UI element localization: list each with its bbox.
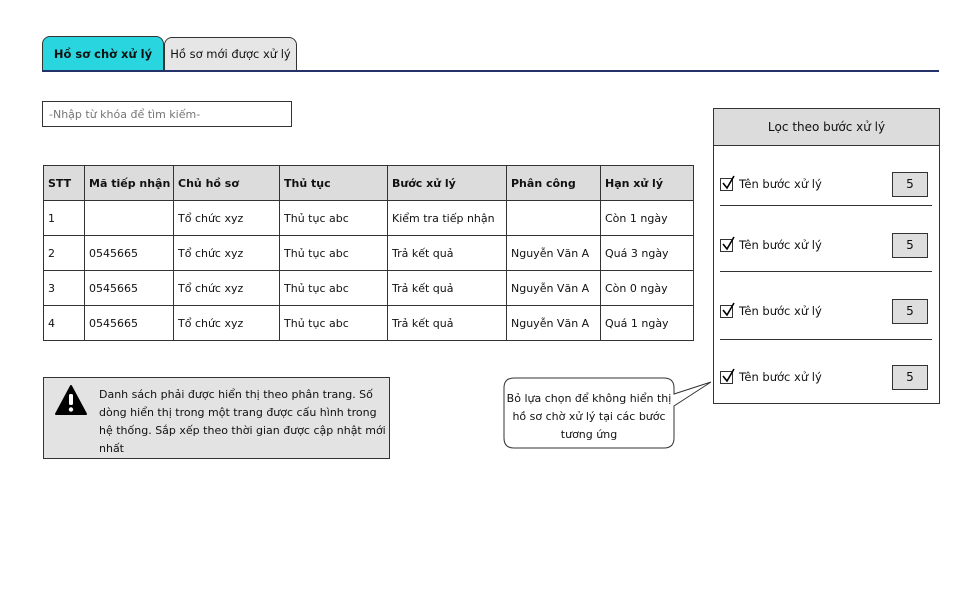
filter-checkbox[interactable] <box>720 305 733 318</box>
table-cell: Tổ chức xyz <box>174 271 280 306</box>
table-row[interactable] <box>44 306 694 341</box>
table-cell: 2 <box>44 236 85 271</box>
filter-label: Tên bước xử lý <box>739 177 822 191</box>
column-header-step[interactable]: Bước xử lý <box>388 166 507 201</box>
table-cell: Tổ chức xyz <box>174 236 280 271</box>
table-cell: Tổ chức xyz <box>174 306 280 341</box>
tab-recently-processed[interactable]: Hồ sơ mới được xử lý <box>164 37 297 70</box>
check-icon <box>720 236 736 252</box>
table-row[interactable] <box>44 271 694 306</box>
table-cell: Còn 0 ngày <box>601 271 694 306</box>
table-cell <box>85 201 174 236</box>
table-cell: 0545665 <box>85 271 174 306</box>
filter-item[interactable] <box>720 230 932 260</box>
table-cell: Trả kết quả <box>388 236 507 271</box>
filter-count: 5 <box>892 172 928 197</box>
table-cell: Tổ chức xyz <box>174 201 280 236</box>
table-cell: Nguyễn Văn A <box>507 271 601 306</box>
table-cell: Thủ tục abc <box>280 306 388 341</box>
filter-checkbox[interactable] <box>720 239 733 252</box>
table-cell: Còn 1 ngày <box>601 201 694 236</box>
table-cell: Nguyễn Văn A <box>507 306 601 341</box>
table-cell: Thủ tục abc <box>280 201 388 236</box>
filter-item[interactable] <box>720 296 932 326</box>
panel-title: Lọc theo bước xử lý <box>714 109 939 146</box>
divider <box>720 205 932 206</box>
divider <box>720 271 932 272</box>
table-header-row <box>44 166 694 201</box>
check-icon <box>720 302 736 318</box>
search-input[interactable] <box>42 101 292 127</box>
table-row[interactable] <box>44 236 694 271</box>
callout-text: Bỏ lựa chọn để không hiển thị hồ sơ chờ xử lý tại các bước tương ứng <box>506 392 672 441</box>
table-cell: Thủ tục abc <box>280 236 388 271</box>
tab-pending-records[interactable]: Hồ sơ chờ xử lý <box>42 36 164 71</box>
step-filter-panel <box>713 108 940 404</box>
table-cell: 1 <box>44 201 85 236</box>
table-cell: Thủ tục abc <box>280 271 388 306</box>
column-header-procedure[interactable]: Thủ tục <box>280 166 388 201</box>
table-row[interactable] <box>44 201 694 236</box>
filter-label: Tên bước xử lý <box>739 238 822 252</box>
column-header-stt[interactable]: STT <box>44 166 85 201</box>
table-cell: 3 <box>44 271 85 306</box>
table-cell: 4 <box>44 306 85 341</box>
column-header-assignee[interactable]: Phân công <box>507 166 601 201</box>
tab-underline <box>42 70 939 72</box>
note-text: Danh sách phải được hiển thị theo phân trang. Số dòng hiển thị trong một trang được cấu hình trong hệ thống. Sắp xếp theo thời gian được cập nhật mới nhất <box>99 388 386 455</box>
table-cell: Kiểm tra tiếp nhận <box>388 201 507 236</box>
check-icon <box>720 175 736 191</box>
table-cell: 0545665 <box>85 306 174 341</box>
table-cell: Trả kết quả <box>388 271 507 306</box>
table-cell <box>507 201 601 236</box>
filter-checkbox[interactable] <box>720 371 733 384</box>
filter-count: 5 <box>892 233 928 258</box>
table-cell: Quá 1 ngày <box>601 306 694 341</box>
table-cell: Trả kết quả <box>388 306 507 341</box>
table-cell: Quá 3 ngày <box>601 236 694 271</box>
filter-checkbox[interactable] <box>720 178 733 191</box>
table-cell: 0545665 <box>85 236 174 271</box>
filter-count: 5 <box>892 299 928 324</box>
divider <box>720 339 932 340</box>
table-cell: Nguyễn Văn A <box>507 236 601 271</box>
warning-icon <box>54 384 88 418</box>
filter-label: Tên bước xử lý <box>739 304 822 318</box>
column-header-deadline[interactable]: Hạn xử lý <box>601 166 694 201</box>
column-header-receipt-code[interactable]: Mã tiếp nhận <box>85 166 174 201</box>
pagination-note <box>43 377 390 459</box>
filter-item[interactable] <box>720 169 932 199</box>
filter-item[interactable] <box>720 362 932 392</box>
check-icon <box>720 368 736 384</box>
filter-label: Tên bước xử lý <box>739 370 822 384</box>
filter-count: 5 <box>892 365 928 390</box>
column-header-owner[interactable]: Chủ hồ sơ <box>174 166 280 201</box>
records-table <box>43 165 694 341</box>
